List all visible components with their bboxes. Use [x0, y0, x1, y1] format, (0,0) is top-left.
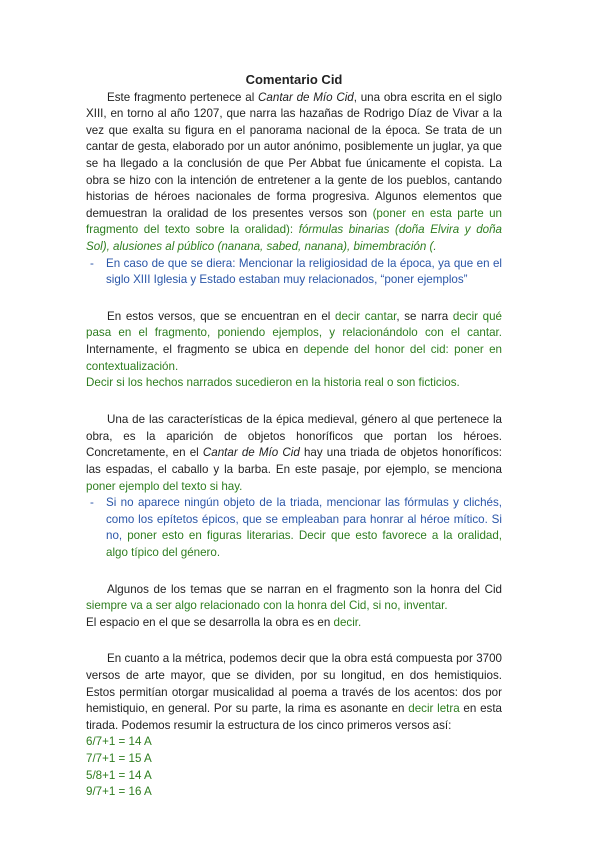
- instruction-note: decir qué pasa en el fragmento, poniendo ejemplos, y relacionándolo con el cantar.: [86, 309, 502, 340]
- metric-line: 6/7+1 = 14 A: [86, 735, 152, 749]
- note-item: [86, 256, 502, 289]
- metric-line: 9/7+1 = 16 A: [86, 785, 152, 799]
- bullet-dash: -: [90, 256, 94, 270]
- text-run: Este fragmento pertenece al: [107, 90, 259, 104]
- text-run: en esta tirada. Podemos resumir la estructura de los cinco primeros versos así:: [86, 702, 502, 732]
- document-page: [86, 72, 502, 801]
- work-title: Cantar de Mío Cid: [258, 90, 354, 104]
- note-list: [86, 495, 502, 561]
- instruction-note: decir cantar: [335, 309, 397, 323]
- instruction-note: (poner en esta parte un fragmento del texto sobre la oralidad):: [86, 206, 502, 237]
- instruction-note: poner esto en figuras literarias. Decir que esto favorece a la oralidad, algo típico del género.: [106, 529, 503, 560]
- bullet-dash: -: [90, 496, 94, 510]
- instruction-note: depende del honor del cid: poner en contextualización.: [86, 342, 502, 373]
- instruction-note: poner ejemplo del texto si hay.: [86, 479, 243, 493]
- document-title: Comentario Cid: [245, 72, 343, 87]
- instruction-line: Decir si los hechos narrados sucedieron en la historia real o son ficticios.: [86, 376, 460, 390]
- paragraph-intro: [86, 90, 502, 256]
- note-text: En caso de que se diera: Mencionar la religiosidad de la época, ya que en el siglo XIII Iglesia y Estado estaban muy relacionados, “poner ejemplos”: [106, 256, 502, 287]
- text-run: , se narra: [396, 309, 453, 323]
- instruction-note: siempre va a ser algo relacionado con la honra del Cid, si no, inventar.: [86, 599, 448, 613]
- paragraph-themes: [86, 582, 502, 615]
- paragraph-metrics: [86, 651, 502, 734]
- instruction-note: decir.: [333, 615, 362, 629]
- text-run: En estos versos, que se encuentran en el: [107, 309, 335, 323]
- note-item: [86, 495, 502, 561]
- text-run: El espacio en el que se desarrolla la obra es en: [86, 615, 334, 629]
- work-title: Cantar de Mío Cid: [202, 446, 300, 460]
- instruction-note: fórmulas binarias (doña Elvira y doña Sol), alusiones al público (nanana, sabed, nanana), bimembración (.: [86, 223, 502, 253]
- text-run: En cuanto a la métrica, podemos decir que la obra está compuesta por 3700 versos de arte mayor, que se dividen, por su longitud, en dos hemistiquios. Estos permitían otorgar musicalidad al poema a través de los acentos: dos por hemistiquio, en general. Por su parte, la rima es asonante en: [86, 652, 502, 716]
- paragraph-context: [86, 309, 502, 375]
- instruction-note: decir letra: [408, 702, 460, 716]
- note-text: Si no aparece ningún objeto de la triada, mencionar las fórmulas y clichés, como los epítetos épicos, que se empleaban para honrar al héroe mítico. Si no,: [106, 496, 502, 543]
- paragraph-objects: [86, 412, 502, 495]
- text-run: , una obra escrita en el siglo XIII, en torno al año 1207, que narra las hazañas de Rodrigo Díaz de Vivar a la vez que exalta su figura en el panorama nacional de la época. Se trata de un cantar de gesta, elaborado por un autor anónimo, posiblemente un juglar, ya que se ha llegado a la conclusión de que Per Abbat fue únicamente el copista. La obra se hizo con la intención de entretener a la gente de los pueblos, cantando historias de héroes nacionales de forma progresiva. Algunos elementos que demuestran la oralidad de los presentes versos son: [86, 90, 502, 220]
- text-run: Algunos de los temas que se narran en el fragmento son la honra del Cid: [107, 582, 502, 596]
- text-run: Una de las características de la épica medieval, género al que pertenece la obra, es la aparición de objetos honoríficos que portan los héroes. Concretamente, en el: [86, 413, 502, 460]
- metric-list: [86, 734, 502, 800]
- text-run: Internamente, el fragmento se ubica en: [86, 342, 304, 356]
- text-run: hay una triada de objetos honoríficos: las espadas, el caballo y la barba. En este pasaje, por ejemplo, se menciona: [86, 446, 502, 477]
- metric-line: 7/7+1 = 15 A: [86, 751, 152, 765]
- paragraph-space: [86, 615, 502, 632]
- metric-line: 5/8+1 = 14 A: [86, 768, 152, 782]
- note-list: [86, 256, 502, 289]
